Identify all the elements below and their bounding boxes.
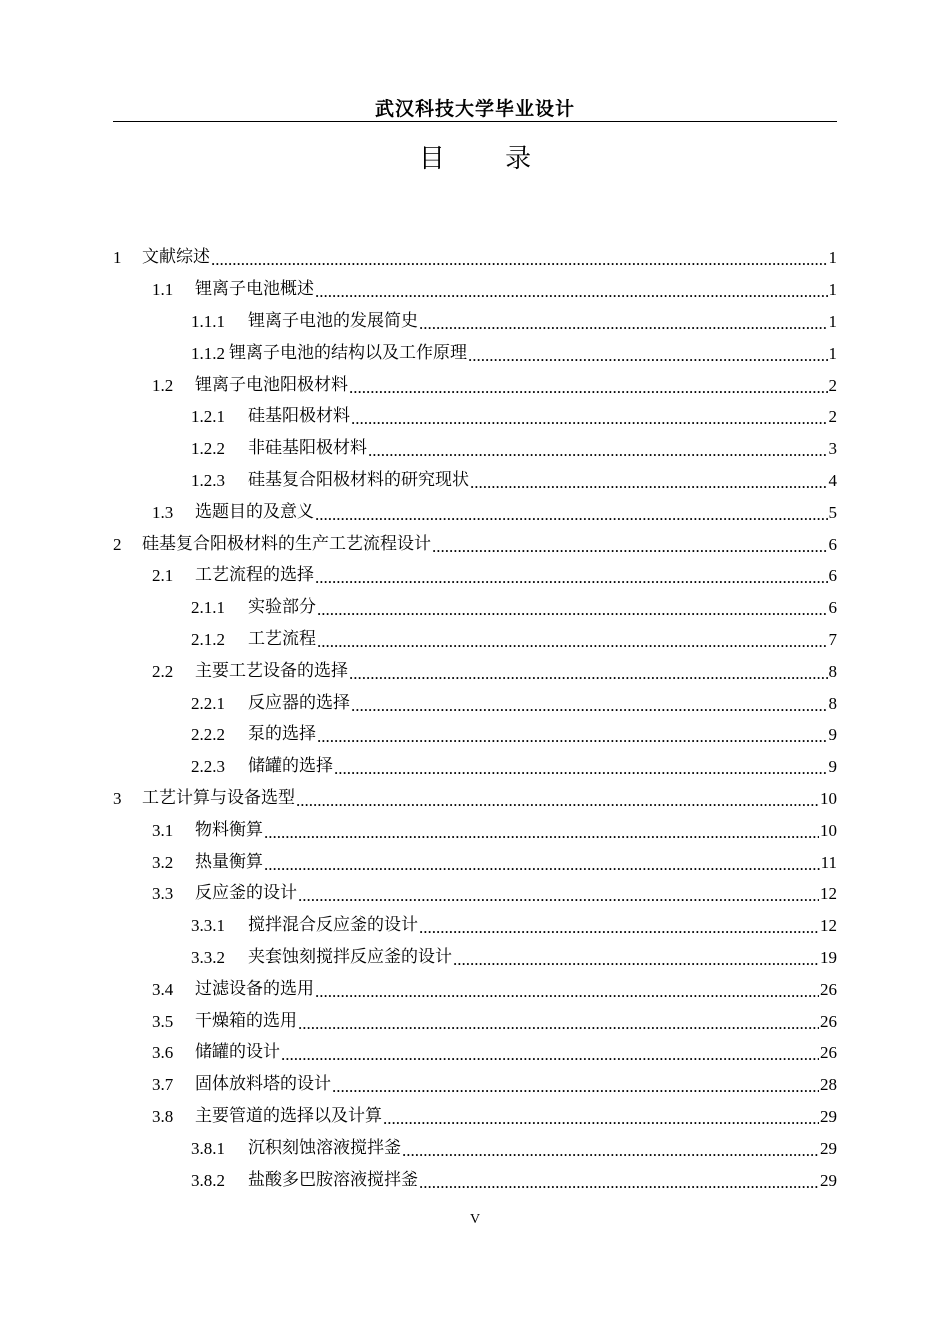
- toc-entry-number: 1: [113, 248, 122, 268]
- toc-entry-page: 7: [828, 629, 837, 649]
- toc-entry-title: 沉积刻蚀溶液搅拌釜: [248, 1137, 401, 1158]
- toc-entry-page: 19: [820, 947, 837, 967]
- toc-entry-heading: [113, 249, 210, 266]
- toc-entry[interactable]: [113, 655, 837, 687]
- toc-entry[interactable]: [113, 910, 837, 942]
- toc-entry-heading: [113, 1137, 401, 1158]
- toc-entry-page: 6: [828, 566, 837, 586]
- toc-entry-heading: [113, 628, 316, 649]
- toc-entry[interactable]: [113, 1037, 837, 1069]
- toc-entry-number: 1.1.1: [191, 311, 225, 331]
- toc-entry-page: 8: [828, 693, 837, 713]
- toc-entry-page: 3: [828, 439, 837, 459]
- toc-entry-number: 1.2: [152, 375, 174, 395]
- toc-entry-title: 泵的选择: [248, 724, 316, 745]
- toc-entry[interactable]: [113, 496, 837, 528]
- toc-entry-title: 热量衡算: [195, 851, 263, 872]
- toc-entry-heading: [113, 917, 418, 934]
- toc-entry-heading: [113, 1105, 382, 1126]
- toc-entry-page: 1: [828, 248, 837, 268]
- toc-entry-heading: [113, 946, 452, 967]
- page-number: V: [469, 1212, 481, 1227]
- toc-entry-heading: [113, 440, 367, 457]
- toc-entry-page: 12: [820, 916, 837, 936]
- toc-entry-title: 储罐的选择: [248, 756, 333, 777]
- toc-entry-heading: [113, 310, 418, 331]
- toc-entry-page: 26: [820, 979, 837, 999]
- table-of-contents: [113, 242, 837, 1196]
- toc-entry-title: 工艺流程: [248, 628, 316, 649]
- dot-leader: [315, 569, 828, 586]
- toc-entry-title: 盐酸多巴胺溶液搅拌釜: [248, 1169, 418, 1190]
- dot-leader: [315, 983, 819, 1000]
- toc-entry[interactable]: [113, 687, 837, 719]
- toc-entry-page: 29: [820, 1138, 837, 1158]
- toc-entry[interactable]: [113, 306, 837, 338]
- dot-leader: [264, 856, 820, 873]
- dot-leader: [368, 442, 828, 459]
- dot-leader: [402, 1142, 819, 1159]
- toc-entry-number: 3.3.1: [191, 916, 225, 936]
- toc-entry-title: 实验部分: [248, 597, 316, 618]
- toc-entry[interactable]: [113, 274, 837, 306]
- toc-entry[interactable]: [113, 528, 837, 560]
- dot-leader: [349, 665, 828, 682]
- toc-entry-page: 8: [828, 661, 837, 681]
- toc-entry[interactable]: [113, 1132, 837, 1164]
- toc-entry-title: 储罐的设计: [195, 1042, 280, 1063]
- toc-entry-page: 1: [828, 311, 837, 331]
- toc-entry-number: 3: [113, 788, 122, 808]
- dot-leader: [351, 697, 828, 714]
- toc-entry-heading: [113, 660, 348, 681]
- toc-entry-heading: [113, 408, 350, 425]
- dot-leader: [332, 1078, 819, 1095]
- toc-entry-heading: [113, 851, 263, 872]
- toc-entry-page: 10: [820, 788, 837, 808]
- toc-entry-title: 工艺流程的选择: [195, 565, 314, 586]
- toc-entry-number: 2: [113, 534, 122, 554]
- toc-entry-page: 9: [828, 725, 837, 745]
- toc-entry-title: 锂离子电池的结构以及工作原理: [229, 342, 467, 363]
- header-divider: [113, 121, 837, 122]
- toc-entry-heading: [113, 567, 314, 584]
- dot-leader: [317, 728, 828, 745]
- toc-entry-page: 2: [828, 407, 837, 427]
- dot-leader: [419, 1174, 819, 1191]
- toc-entry-title: 主要管道的选择以及计算: [195, 1105, 382, 1126]
- toc-entry-heading: [113, 599, 316, 616]
- toc-entry-page: 4: [828, 470, 837, 490]
- toc-entry-heading: [113, 819, 263, 840]
- dot-leader: [315, 506, 828, 523]
- toc-entry-number: 3.8: [152, 1106, 174, 1126]
- toc-entry[interactable]: [113, 973, 837, 1005]
- toc-entry[interactable]: [113, 560, 837, 592]
- toc-entry-page: 10: [820, 820, 837, 840]
- toc-entry[interactable]: [113, 751, 837, 783]
- toc-entry-title: 过滤设备的选用: [195, 978, 314, 999]
- toc-entry-number: 2.2.2: [191, 725, 225, 745]
- toc-entry-title: 选题目的及意义: [195, 501, 314, 522]
- toc-entry-heading: [113, 758, 333, 775]
- toc-entry-page: 28: [820, 1075, 837, 1095]
- toc-entry[interactable]: [113, 465, 837, 497]
- dot-leader: [315, 283, 828, 300]
- toc-entry-title: 文献综述: [142, 247, 210, 268]
- toc-entry-heading: [113, 978, 314, 999]
- toc-entry-number: 3.6: [152, 1043, 174, 1063]
- toc-entry-title: 反应器的选择: [248, 692, 350, 713]
- toc-entry-title: 锂离子电池阳极材料: [195, 374, 348, 395]
- toc-entry[interactable]: [113, 1005, 837, 1037]
- running-header: 武汉科技大学毕业设计: [374, 98, 575, 120]
- toc-entry-number: 3.8.2: [191, 1170, 225, 1190]
- toc-entry-heading: [113, 885, 297, 902]
- toc-entry-heading: [113, 1044, 280, 1061]
- toc-entry-heading: [113, 787, 295, 808]
- toc-entry-heading: [113, 726, 316, 743]
- toc-entry-number: 1.1.2: [191, 343, 225, 363]
- dot-leader: [211, 251, 828, 268]
- toc-entry-page: 6: [828, 534, 837, 554]
- toc-entry[interactable]: [113, 1101, 837, 1133]
- toc-entry-page: 26: [820, 1043, 837, 1063]
- toc-entry-title: 锂离子电池概述: [195, 279, 314, 300]
- toc-entry[interactable]: [113, 1164, 837, 1196]
- toc-entry-title: 物料衡算: [195, 819, 263, 840]
- dot-leader: [453, 951, 819, 968]
- toc-entry-heading: [113, 342, 467, 363]
- toc-entry-page: 26: [820, 1011, 837, 1031]
- toc-entry-number: 3.5: [152, 1011, 174, 1031]
- toc-entry-title: 干燥箱的选用: [195, 1010, 297, 1031]
- toc-entry-title: 非硅基阳极材料: [248, 438, 367, 459]
- toc-entry[interactable]: [113, 783, 837, 815]
- toc-entry[interactable]: [113, 369, 837, 401]
- toc-entry[interactable]: [113, 242, 837, 274]
- dot-leader: [264, 824, 819, 841]
- toc-entry[interactable]: [113, 846, 837, 878]
- toc-entry-title: 反应釜的设计: [195, 883, 297, 904]
- dot-leader: [419, 315, 828, 332]
- dot-leader: [334, 760, 828, 777]
- toc-entry[interactable]: [113, 878, 837, 910]
- toc-entry-number: 1.2.1: [191, 407, 225, 427]
- toc-entry-heading: [113, 1076, 331, 1093]
- dot-leader: [296, 792, 819, 809]
- toc-entry[interactable]: [113, 337, 837, 369]
- toc-entry[interactable]: [113, 624, 837, 656]
- toc-entry-number: 2.2.3: [191, 757, 225, 777]
- dot-leader: [349, 379, 828, 396]
- toc-entry-heading: [113, 692, 350, 713]
- toc-entry-number: 3.7: [152, 1075, 174, 1095]
- toc-entry-title: 硅基复合阳极材料的研究现状: [248, 469, 469, 490]
- toc-entry[interactable]: [113, 401, 837, 433]
- toc-entry-page: 12: [820, 884, 837, 904]
- dot-leader: [351, 410, 828, 427]
- toc-entry-page: 5: [828, 502, 837, 522]
- dot-leader: [281, 1046, 819, 1063]
- toc-entry-page: 29: [820, 1170, 837, 1190]
- toc-entry-number: 2.2: [152, 661, 174, 681]
- dot-leader: [317, 601, 828, 618]
- toc-entry[interactable]: [113, 433, 837, 465]
- toc-entry-number: 1.2.3: [191, 470, 225, 490]
- toc-entry-title: 夹套蚀刻搅拌反应釜的设计: [248, 946, 452, 967]
- toc-entry-page: 1: [828, 343, 837, 363]
- toc-heading: 目 录: [418, 144, 558, 174]
- toc-entry-number: 2.1: [152, 566, 174, 586]
- toc-entry[interactable]: [113, 719, 837, 751]
- toc-entry-heading: [113, 533, 431, 554]
- toc-entry-number: 3.3: [152, 884, 174, 904]
- toc-entry-page: 29: [820, 1106, 837, 1126]
- toc-entry-number: 3.4: [152, 979, 174, 999]
- toc-entry-page: 6: [828, 598, 837, 618]
- toc-entry-number: 3.8.1: [191, 1138, 225, 1158]
- dot-leader: [468, 347, 828, 364]
- toc-entry-page: 11: [820, 852, 837, 872]
- toc-entry-heading: [113, 469, 469, 490]
- toc-entry-title: 搅拌混合反应釜的设计: [248, 915, 418, 936]
- toc-entry-title: 主要工艺设备的选择: [195, 660, 348, 681]
- toc-entry[interactable]: [113, 814, 837, 846]
- toc-entry-heading: [113, 501, 314, 522]
- toc-entry-number: 2.1.1: [191, 598, 225, 618]
- toc-entry-number: 3.1: [152, 820, 174, 840]
- toc-entry-number: 2.2.1: [191, 693, 225, 713]
- toc-entry-title: 硅基复合阳极材料的生产工艺流程设计: [142, 533, 431, 554]
- toc-entry-number: 1.1: [152, 280, 174, 300]
- dot-leader: [432, 538, 828, 555]
- toc-entry-heading: [113, 1169, 418, 1190]
- dot-leader: [317, 633, 828, 650]
- toc-entry-heading: [113, 374, 348, 395]
- dot-leader: [419, 919, 819, 936]
- toc-entry-number: 3.2: [152, 852, 174, 872]
- toc-entry-title: 工艺计算与设备选型: [142, 787, 295, 808]
- dot-leader: [470, 474, 828, 491]
- toc-entry-title: 固体放料塔的设计: [195, 1074, 331, 1095]
- toc-entry-number: 2.1.2: [191, 629, 225, 649]
- dot-leader: [383, 1110, 819, 1127]
- toc-entry[interactable]: [113, 1069, 837, 1101]
- toc-entry-title: 硅基阳极材料: [248, 406, 350, 427]
- toc-entry-number: 1.3: [152, 502, 174, 522]
- toc-entry-number: 1.2.2: [191, 439, 225, 459]
- toc-entry-number: 3.3.2: [191, 947, 225, 967]
- toc-entry[interactable]: [113, 942, 837, 974]
- toc-entry-heading: [113, 1010, 297, 1031]
- dot-leader: [298, 887, 819, 904]
- toc-entry-page: 1: [828, 280, 837, 300]
- dot-leader: [298, 1015, 819, 1032]
- toc-entry[interactable]: [113, 592, 837, 624]
- toc-entry-title: 锂离子电池的发展简史: [248, 310, 418, 331]
- toc-entry-page: 9: [828, 757, 837, 777]
- toc-entry-heading: [113, 281, 314, 298]
- toc-entry-page: 2: [828, 375, 837, 395]
